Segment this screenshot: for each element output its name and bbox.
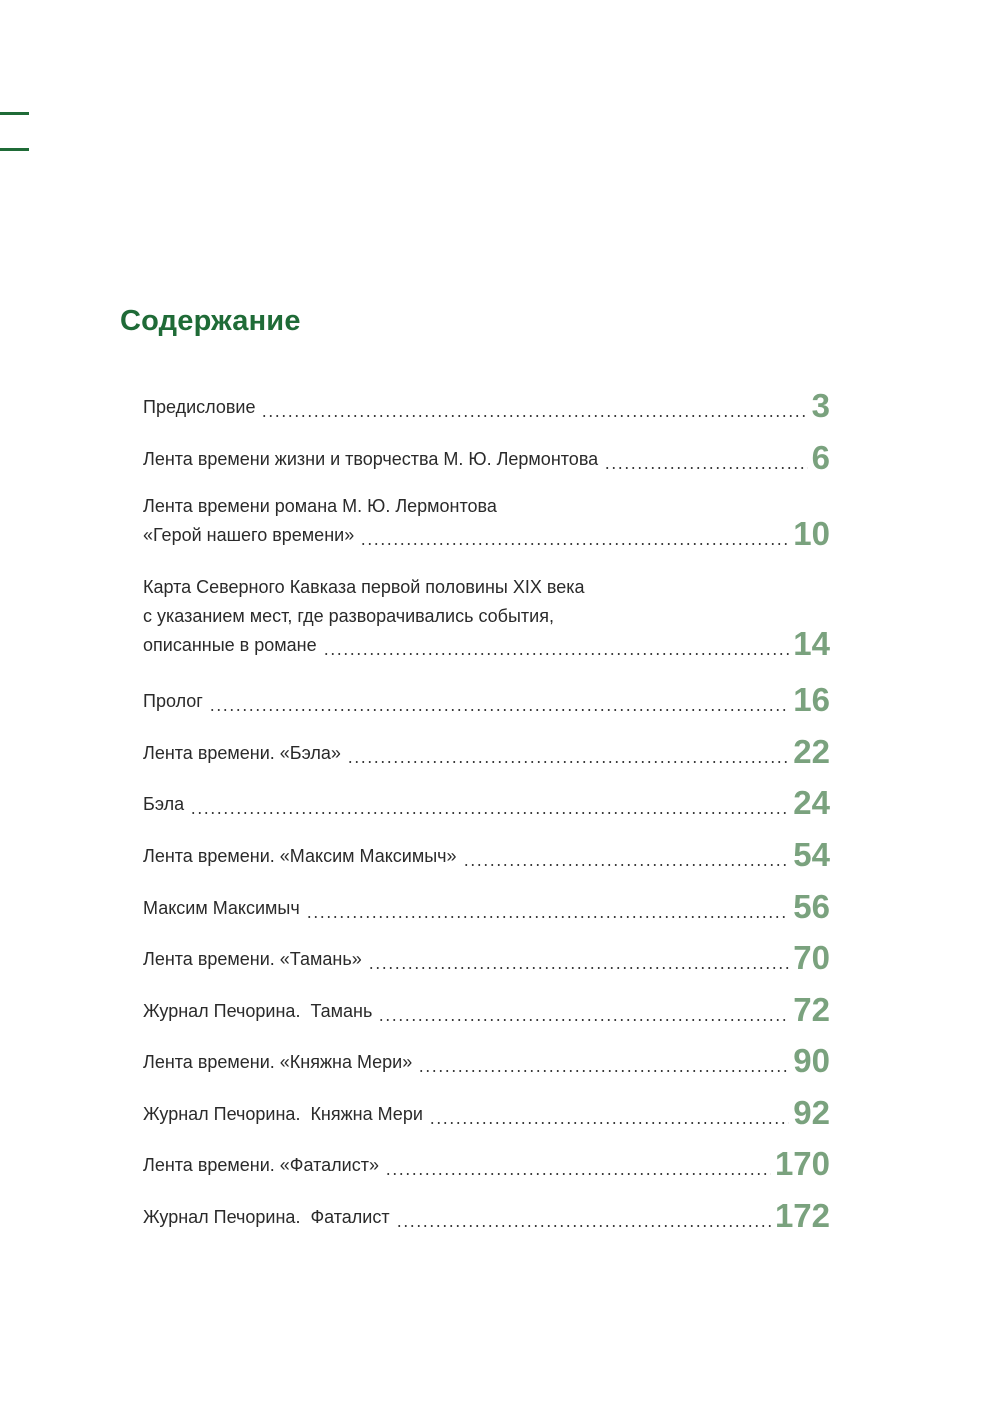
toc-entry-title-line: с указанием мест, где разворачивались события, <box>143 606 554 626</box>
toc-entry-page: 56 <box>793 888 830 925</box>
dot-leader <box>604 467 807 469</box>
toc-entry-title: Лента времени. «Тамань» <box>143 949 362 969</box>
toc-entry-taman[interactable] <box>143 993 830 1026</box>
toc-entry-bela-timeline[interactable] <box>143 735 830 768</box>
toc-entry-page: 24 <box>793 784 830 821</box>
toc-entry-page: 92 <box>793 1094 830 1131</box>
toc-entry-page: 6 <box>811 439 830 476</box>
toc-entry-page: 90 <box>793 1042 830 1079</box>
toc-entry-mary[interactable] <box>143 1096 830 1129</box>
toc-entry-title: описанные в романе <box>143 635 317 655</box>
toc-entry-page: 10 <box>793 515 830 552</box>
toc-entry-novel-timeline[interactable] <box>143 492 830 550</box>
toc-entry-title: Журнал Печорина. Княжна Мери <box>143 1104 423 1124</box>
dot-leader <box>261 415 807 417</box>
toc-entry-page: 170 <box>774 1145 830 1182</box>
toc-entry-page: 54 <box>793 836 830 873</box>
toc-entry-maksim[interactable] <box>143 890 830 923</box>
margin-mark-top <box>0 112 29 115</box>
toc-entry-page: 70 <box>793 939 830 976</box>
toc-entry-page: 72 <box>793 991 830 1028</box>
dot-leader <box>463 864 790 866</box>
toc-entry-page: 16 <box>793 681 830 718</box>
toc-entry-page: 172 <box>774 1197 830 1234</box>
toc-entry-page: 3 <box>811 387 830 424</box>
toc-entry-prologue[interactable] <box>143 683 830 716</box>
toc-entry-mary-timeline[interactable] <box>143 1044 830 1077</box>
toc-entry-title: Пролог <box>143 691 203 711</box>
toc-entry-title: Бэла <box>143 794 185 814</box>
toc-entry-lermontov-timeline[interactable] <box>143 441 830 474</box>
toc-entry-title: Максим Максимыч <box>143 898 300 918</box>
dot-leader <box>378 1019 789 1021</box>
toc-entry-title: Журнал Печорина. Тамань <box>143 1001 373 1021</box>
toc-entry-title: Лента времени жизни и творчества М. Ю. Лермонтова <box>143 449 599 469</box>
dot-leader <box>396 1225 771 1227</box>
toc-heading: Содержание <box>120 305 301 337</box>
toc-entry-title-line: Карта Северного Кавказа первой половины XIX века <box>143 577 585 597</box>
toc-entry-page: 22 <box>793 733 830 770</box>
toc-entry-maksim-timeline[interactable] <box>143 838 830 871</box>
toc-entry-title: Лента времени. «Княжна Мери» <box>143 1052 413 1072</box>
toc-entry-bela[interactable] <box>143 786 830 819</box>
toc-entry-title: Предисловие <box>143 397 256 417</box>
toc-entry-title-line: Лента времени романа М. Ю. Лермонтова <box>143 496 497 516</box>
toc-entry-preface[interactable] <box>143 389 830 422</box>
dot-leader <box>209 709 789 711</box>
toc-entry-taman-timeline[interactable] <box>143 941 830 974</box>
toc-entry-caucasus-map[interactable] <box>143 573 830 660</box>
dot-leader <box>385 1173 771 1175</box>
margin-mark-bottom <box>0 148 29 151</box>
dot-leader <box>323 653 790 655</box>
dot-leader <box>368 967 790 969</box>
dot-leader <box>306 916 790 918</box>
toc-entry-title: Журнал Печорина. Фаталист <box>143 1207 390 1227</box>
toc-entry-title: Лента времени. «Фаталист» <box>143 1155 379 1175</box>
toc-entry-fatalist-timeline[interactable] <box>143 1147 830 1180</box>
dot-leader <box>418 1070 789 1072</box>
dot-leader <box>190 812 789 814</box>
dot-leader <box>360 543 789 545</box>
toc-entry-page: 14 <box>793 625 830 662</box>
dot-leader <box>429 1122 789 1124</box>
toc-entry-title: Лента времени. «Бэла» <box>143 743 341 763</box>
toc-entry-title: Лента времени. «Максим Максимыч» <box>143 846 457 866</box>
toc-entry-title: «Герой нашего времени» <box>143 525 355 545</box>
dot-leader <box>347 761 789 763</box>
toc-entry-fatalist[interactable] <box>143 1199 830 1232</box>
